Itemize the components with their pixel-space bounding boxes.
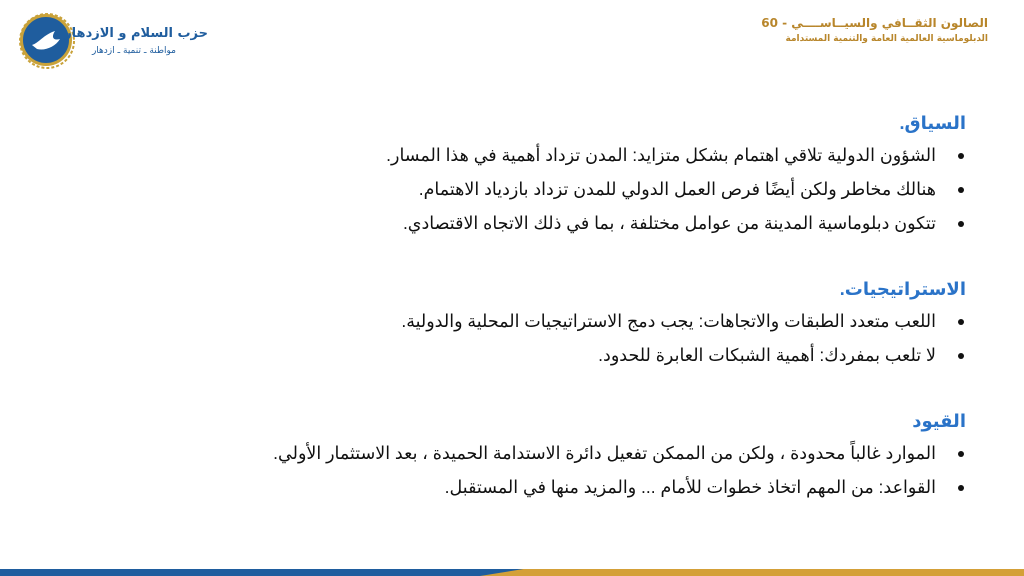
bullet-list-strategies [106, 304, 966, 372]
footer-bar [0, 564, 1024, 576]
bullet-icon [958, 353, 964, 359]
bullet-list-constraints [106, 436, 966, 504]
list-item: القواعد: من المهم اتخاذ خطوات للأمام ... والمزيد منها في المستقبل. [106, 470, 966, 504]
list-item: اللعب متعدد الطبقات والاتجاهات: يجب دمج الاستراتيجيات المحلية والدولية. [106, 304, 966, 338]
list-item: تتكون دبلوماسية المدينة من عوامل مختلفة ، بما في ذلك الاتجاه الاقتصادي. [106, 206, 966, 240]
list-item: هنالك مخاطر ولكن أيضًا فرص العمل الدولي للمدن تزداد بازدياد الاهتمام. [106, 172, 966, 206]
bullet-list-context [106, 138, 966, 240]
footer-blue-stripe [0, 569, 560, 576]
bullet-icon [958, 485, 964, 491]
list-item: لا تلعب بمفردك: أهمية الشبكات العابرة للحدود. [106, 338, 966, 372]
bullet-icon [958, 221, 964, 227]
section-heading-constraints: القيود [912, 411, 966, 431]
section-heading-strategies: الاستراتيجيات. [839, 279, 966, 299]
party-slogan: مواطنة ـ تنمية ـ ازدهار [91, 46, 176, 56]
salon-title: الصالون الثقــافي والسيــاســــي - 60 [761, 16, 988, 30]
section-heading-context: السياق. [899, 113, 966, 133]
bullet-icon [958, 319, 964, 325]
party-logo-block [18, 12, 208, 70]
dove-icon [29, 25, 63, 55]
bullet-icon [958, 187, 964, 193]
slide-content [106, 108, 966, 504]
bullet-icon [958, 153, 964, 159]
list-item: الموارد غالباً محدودة ، ولكن من الممكن تفعيل دائرة الاستدامة الحميدة ، بعد الاستثمار الأولي. [106, 436, 966, 470]
list-item: الشؤون الدولية تلاقي اهتمام بشكل متزايد: المدن تزداد أهمية في هذا المسار. [106, 138, 966, 172]
party-name: حزب السلام و الازدهار [64, 26, 208, 41]
bullet-icon [958, 451, 964, 457]
salon-subtitle: الدبلوماسية العالمية العامة والتنمية المستدامة [785, 34, 988, 44]
footer-gold-stripe [480, 569, 1024, 576]
